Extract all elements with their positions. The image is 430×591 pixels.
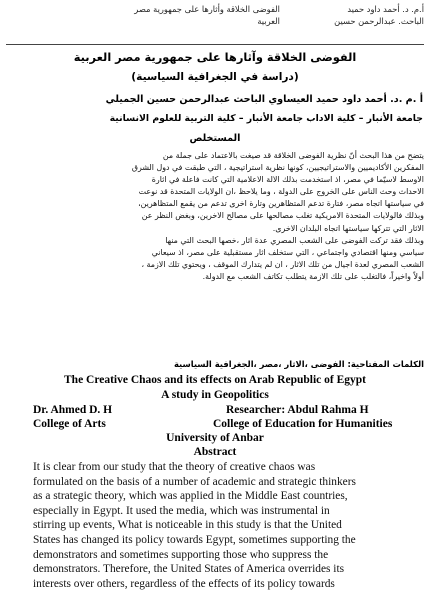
header-title-line-1: الفوضى الخلاقة وأثارها على جمهورية مصر [134,4,280,14]
header-author-2: الباحث. عبدالرحمن حسين [334,16,424,26]
arabic-abstract-line: الاحداث وحث الناس على الخروج على الدولة ، وما يلاحظ ،ان الولايات المتحدة قد نوعت [138,187,424,197]
english-abstract-line: States has changed its policy towards Egypt, sometimes supporting the [33,533,356,546]
header-title-line-2: العربية [257,16,280,26]
arabic-authors: أ .م .د. أحمد داود حميد العيساوي الباحث عبدالرحمن حسين الجميلي [105,94,423,105]
english-abstract-line: as a strategic theory, which was applied in the Middle East countries, [33,490,348,503]
english-abstract-body [33,460,425,591]
arabic-abstract-line: وبذلك فالولايات المتحدة الامريكية تغلب مصالحها على مصالح الاخرين، وبغض النظر عن [141,211,424,221]
arabic-abstract-line: سياسي ومنها اقتصادي واجتماعي ، التي ستخلف اثار مستقبلية على مصر، اذ سيعاني [151,247,424,257]
english-abstract-line: interests over others, regardless of the effects of its policy towards [33,577,335,590]
english-college-right: College of Education for Humanities [213,418,393,430]
english-abstract-line: especially in Egypt. It used the media, which was instrumental in [33,504,330,517]
english-author-left: Dr. Ahmed D. H [33,404,113,416]
arabic-abstract-line: في سياستها اتجاه مصر، فتارة تدعم المتظاهرين وتارة اخرى تدعم من يقمع المتظاهرين، [138,199,424,209]
english-abstract-line: demonstrators and sometimes supporting those who suppress the [33,548,329,561]
arabic-abstract-line: الشعب المصري لعدة اجيال من تلك الاثار ، ان لم يتدارك الموقف ، ويحتوي تلك الازمة ، [141,259,424,269]
arabic-abstract-line: الاثار التي تتركها سياستها اتجاه البلدان الاخرى. [272,223,424,233]
english-abstract-heading: Abstract [193,446,237,458]
running-header-authors [334,3,424,27]
english-author-right: Researcher: Abdul Rahma H [226,404,369,416]
arabic-title: الفوضى الخلاقة وآثارها على جمهورية مصر العربية [73,50,357,64]
english-abstract-line: demonstrators. Therefore, the United States of America overrides its [33,563,345,576]
arabic-abstract-line: أولاً واخيراً، فالتغلب على تلك الازمة يتطلب تكاتف الشعب مع الدولة. [202,271,424,281]
arabic-abstract-line: المفكرين الأكاديميين والاستراتيجيين، كونها نظرية استراتيجية ، التي طبقت في دول الشرق [131,163,424,173]
english-subtitle: A study in Geopolitics [161,389,269,401]
english-abstract-line: stirring up events, What is noticeable in this study is that the United [33,519,342,532]
english-abstract-line: It is clear from our study that the theory of creative chaos was [33,461,316,473]
arabic-abstract-body [6,150,424,283]
arabic-subtitle: (دراسة في الجغرافية السياسية) [131,71,299,83]
arabic-abstract-line: وبذلك فقد تركت الفوضى على الشعب المصري عدة اثار ،خصها البحث التي منها [165,235,424,245]
english-college-left: College of Arts [33,418,106,430]
english-abstract-line: formulated on the basis of a number of academic and strategic thinkers [33,475,356,488]
running-header-title [134,3,280,27]
header-author-1: أ.م. د. أحمد داود حميد [347,4,424,14]
arabic-abstract-heading: المستخلص [189,133,241,144]
header-divider [6,44,424,45]
arabic-abstract-line: الاوسط لاسيّما في مصر، اذ استخدمت بذلك الالة الاعلامية التي كانت فاعلة في اثارة [151,175,424,185]
arabic-keywords: الكلمات المفتاحية: الفوضى ،الاثار ،مصر ،الجغرافية السياسية [173,359,424,369]
arabic-affiliations: جامعة الأنبار – كلية الاداب جامعة الأنبار – كلية التربية للعلوم الانسانية [109,113,423,124]
english-title: The Creative Chaos and its effects on Arab Republic of Egypt [64,374,366,386]
english-university: University of Anbar [166,432,264,444]
arabic-abstract-line: يتضح من هذا البحث أنّ نظرية الفوضى الخلاقة قد صيغت بالاعتماد على جملة من [162,151,424,160]
